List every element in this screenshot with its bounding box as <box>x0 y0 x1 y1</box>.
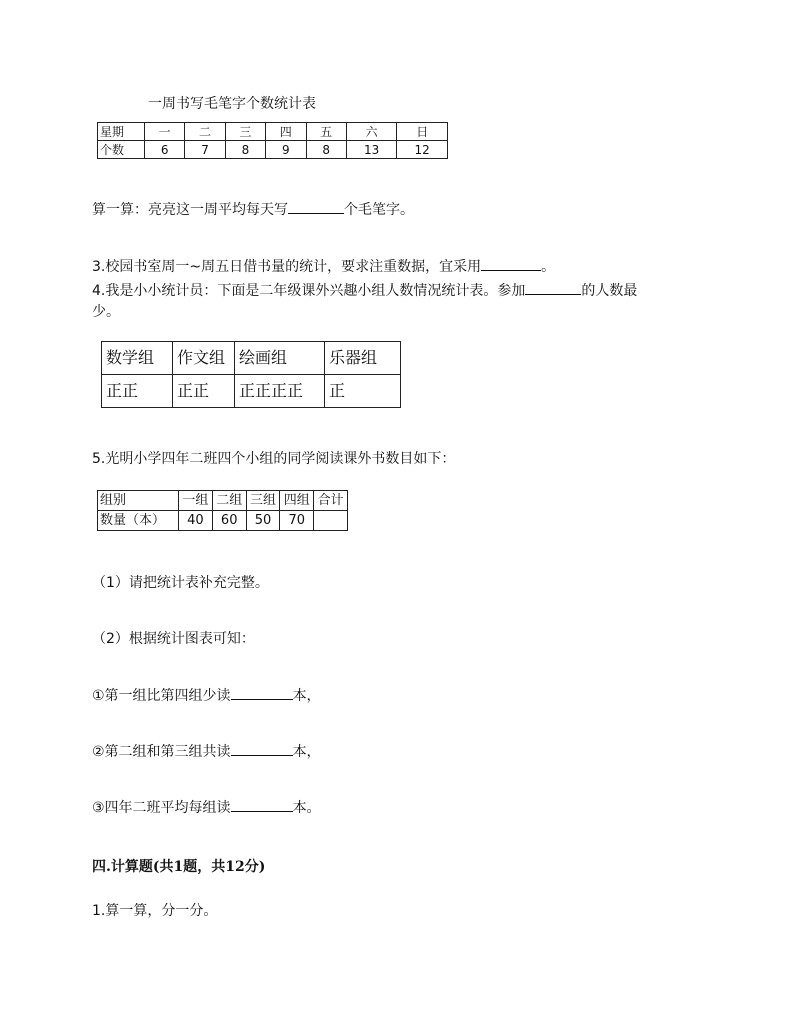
group-cell: 乐器组 <box>325 342 401 375</box>
item-1 <box>92 685 321 706</box>
question-4 <box>92 280 637 301</box>
group-cell: 二组 <box>212 491 246 511</box>
question-text: 本， <box>292 744 321 760</box>
header-cell: 组别 <box>98 491 179 511</box>
answer-blank[interactable] <box>231 685 293 700</box>
question-text: 4.我是小小统计员：下面是二年级课外兴趣小组人数情况统计表。参加 <box>92 283 526 299</box>
day-cell: 一 <box>145 123 185 141</box>
day-cell: 五 <box>306 123 346 141</box>
interest-group-tally-table <box>101 341 401 408</box>
item-2 <box>92 741 321 762</box>
day-cell: 二 <box>185 123 225 141</box>
weekly-brush-characters-table <box>97 122 448 159</box>
count-cell: 9 <box>266 141 306 159</box>
table1-title: 一周书写毛笔字个数统计表 <box>148 96 316 112</box>
question-3 <box>92 256 555 277</box>
question-text: 的人数最 <box>581 283 638 299</box>
question-text: 。 <box>541 259 556 275</box>
table-row <box>98 123 448 141</box>
count-cell: 6 <box>145 141 185 159</box>
table-row <box>102 342 401 375</box>
tally-cell: 正正 <box>102 375 173 408</box>
header-cell: 星期 <box>98 123 145 141</box>
row-label-cell: 数量（本） <box>98 511 179 531</box>
table-row <box>98 141 448 159</box>
calc-question-1: 1.算一算，分一分。 <box>92 903 218 919</box>
answer-blank[interactable] <box>231 797 293 812</box>
question-text: ③四年二班平均每组读 <box>92 800 231 816</box>
day-cell: 六 <box>346 123 397 141</box>
reading-books-table <box>97 490 348 531</box>
question-5: 5.光明小学四年二班四个小组的同学阅读课外书数目如下： <box>92 451 456 467</box>
answer-blank[interactable] <box>288 199 344 214</box>
value-cell: 70 <box>280 511 314 531</box>
section-4-title: 四.计算题(共1题，共12分) <box>92 859 266 875</box>
group-cell: 绘画组 <box>235 342 325 375</box>
total-blank-cell[interactable] <box>314 511 348 531</box>
answer-blank[interactable] <box>481 256 541 271</box>
sub-question-2: （2）根据统计图表可知： <box>92 631 255 647</box>
tally-cell: 正 <box>325 375 401 408</box>
count-cell: 12 <box>397 141 448 159</box>
table-row <box>98 511 348 531</box>
question-text: 本， <box>292 688 321 704</box>
day-cell: 三 <box>225 123 265 141</box>
count-cell: 7 <box>185 141 225 159</box>
question-text: ①第一组比第四组少读 <box>92 688 231 704</box>
table-row <box>98 491 348 511</box>
count-cell: 13 <box>346 141 397 159</box>
group-cell: 四组 <box>280 491 314 511</box>
day-cell: 日 <box>397 123 448 141</box>
value-cell: 40 <box>179 511 213 531</box>
question-average-per-day <box>92 199 414 220</box>
item-3 <box>92 797 321 818</box>
value-cell: 60 <box>212 511 246 531</box>
group-cell: 数学组 <box>102 342 173 375</box>
answer-blank[interactable] <box>231 741 293 756</box>
question-text: 本。 <box>292 800 321 816</box>
count-cell: 8 <box>306 141 346 159</box>
tally-cell: 正正 <box>173 375 235 408</box>
group-cell: 一组 <box>179 491 213 511</box>
tally-cell: 正正正正 <box>235 375 325 408</box>
count-cell: 8 <box>225 141 265 159</box>
sub-question-1: （1）请把统计表补充完整。 <box>92 575 269 591</box>
group-cell: 合计 <box>314 491 348 511</box>
question-4-line2: 少。 <box>92 304 120 320</box>
question-text: 3.校园书室周一~周五日借书量的统计，要求注重数据，宜采用 <box>92 259 482 275</box>
question-text: 算一算：亮亮这一周平均每天写 <box>92 202 288 218</box>
question-text: ②第二组和第三组共读 <box>92 744 231 760</box>
value-cell: 50 <box>246 511 280 531</box>
group-cell: 三组 <box>246 491 280 511</box>
answer-blank[interactable] <box>525 280 581 295</box>
row-label-cell: 个数 <box>98 141 145 159</box>
group-cell: 作文组 <box>173 342 235 375</box>
table-row <box>102 375 401 408</box>
question-text: 个毛笔字。 <box>344 202 414 218</box>
day-cell: 四 <box>266 123 306 141</box>
